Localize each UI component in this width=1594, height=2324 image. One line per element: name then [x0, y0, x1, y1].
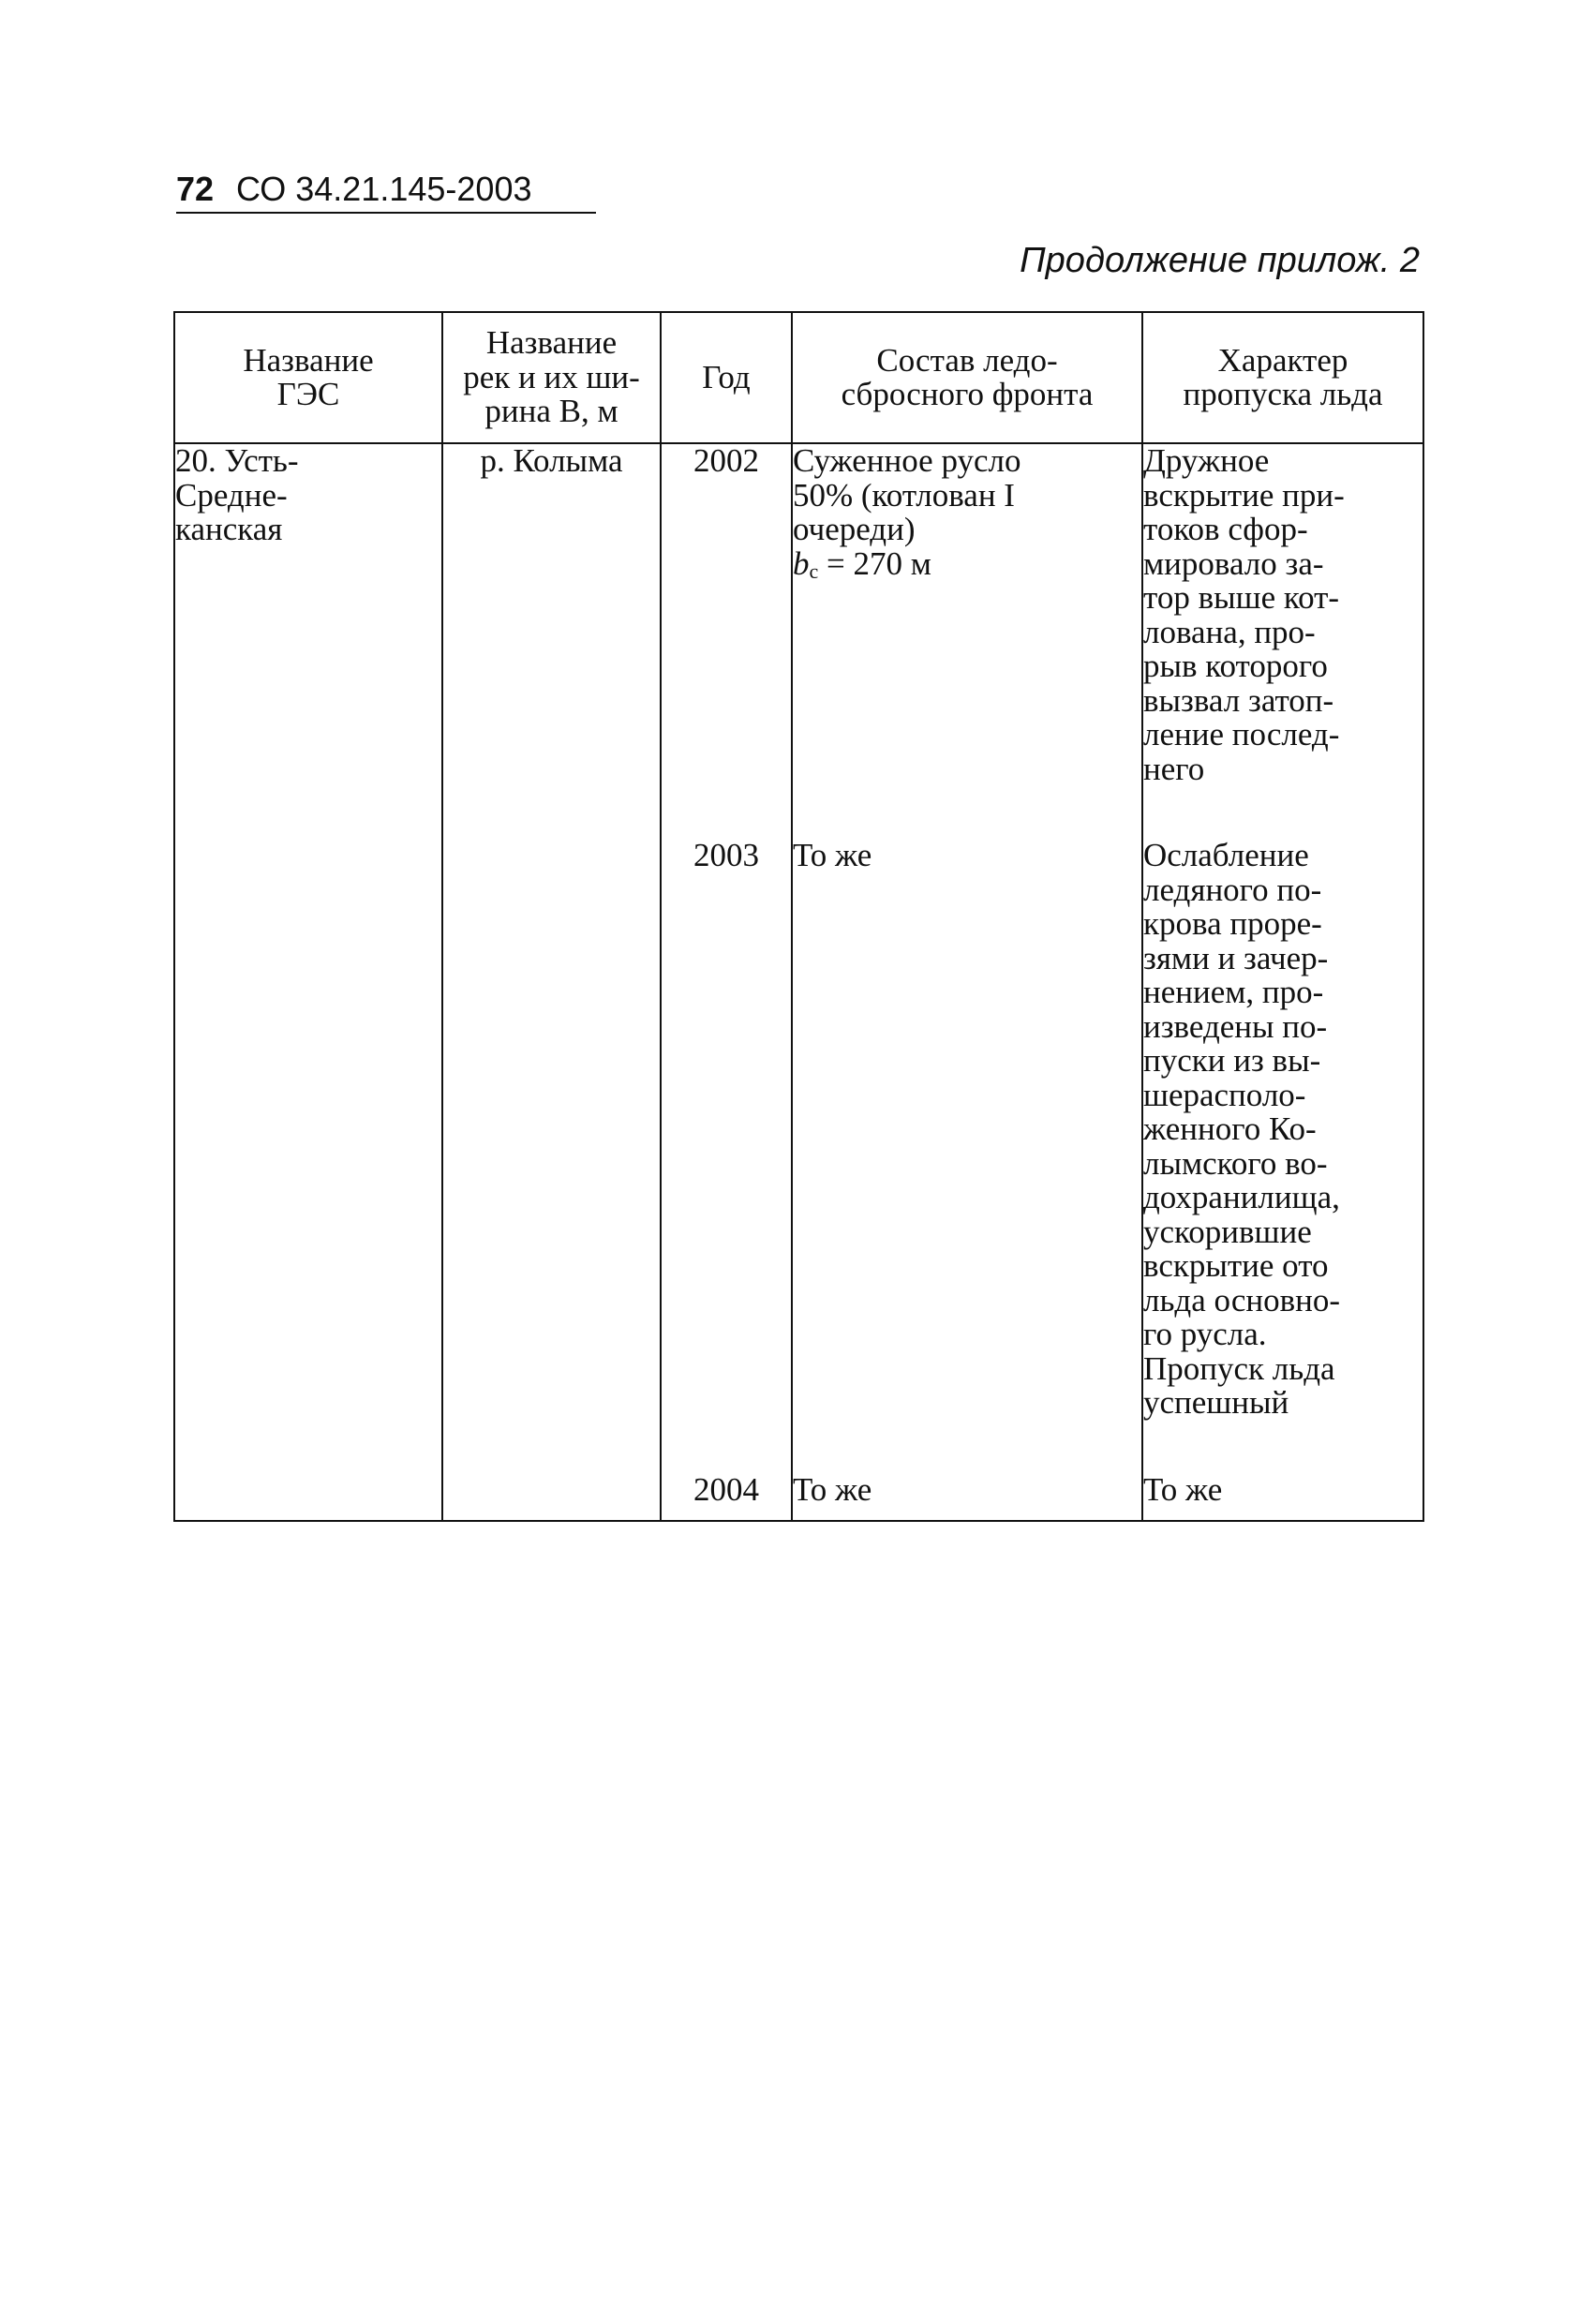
front-cell	[792, 443, 1142, 786]
river-cell: р. Колыма	[442, 443, 661, 786]
front-cell: То же	[792, 1421, 1142, 1522]
passage-cell: То же	[1142, 1421, 1423, 1522]
table-row	[174, 443, 1423, 786]
column-header-front: Состав ледо- сбросного фронта	[792, 312, 1142, 443]
column-header-year: Год	[661, 312, 792, 443]
continuation-label: Продолжение прилож. 2	[1020, 241, 1420, 280]
data-table	[173, 311, 1424, 1522]
station-cell: 20. Усть- Средне- канская	[174, 443, 442, 786]
front-cell: То же	[792, 786, 1142, 1421]
page-header	[176, 167, 596, 214]
table-header-row	[174, 312, 1423, 443]
river-cell-empty	[442, 786, 661, 1421]
column-header-river: Название рек и их ши- рина В, м	[442, 312, 661, 443]
year-cell: 2002	[661, 443, 792, 786]
station-cell-empty	[174, 786, 442, 1421]
front-width	[793, 544, 1141, 589]
passage-cell: Дружное вскрытие при- токов сфор- мировало за- тор выше кот- лована, про- рыв которого вызвал затоп- ление послед- него	[1142, 443, 1423, 786]
page-number: 72	[176, 170, 215, 208]
table-row	[174, 1421, 1423, 1522]
river-cell-empty	[442, 1421, 661, 1522]
passage-cell: Ослабление ледяного по- крова проре- зями и зачер- нением, про- изведены по- пуски из вы- шерасполо- женного Ко- лымского во- дохранилища, ускорившие вскрытие ото льда основно- го русла. Пропуск льда успешный	[1142, 786, 1423, 1421]
front-width-value: = 270 м	[818, 544, 931, 582]
table-row	[174, 786, 1423, 1421]
station-cell-empty	[174, 1421, 442, 1522]
front-text: Суженное русло 50% (котлован I очереди)	[793, 442, 1021, 547]
column-header-station: Название ГЭС	[174, 312, 442, 443]
document-code: СО 34.21.145-2003	[236, 170, 532, 208]
year-cell: 2003	[661, 786, 792, 1421]
front-width-subscript: c	[809, 559, 819, 583]
front-width-symbol: b	[793, 544, 810, 582]
year-cell: 2004	[661, 1421, 792, 1522]
column-header-passage: Характер пропуска льда	[1142, 312, 1423, 443]
